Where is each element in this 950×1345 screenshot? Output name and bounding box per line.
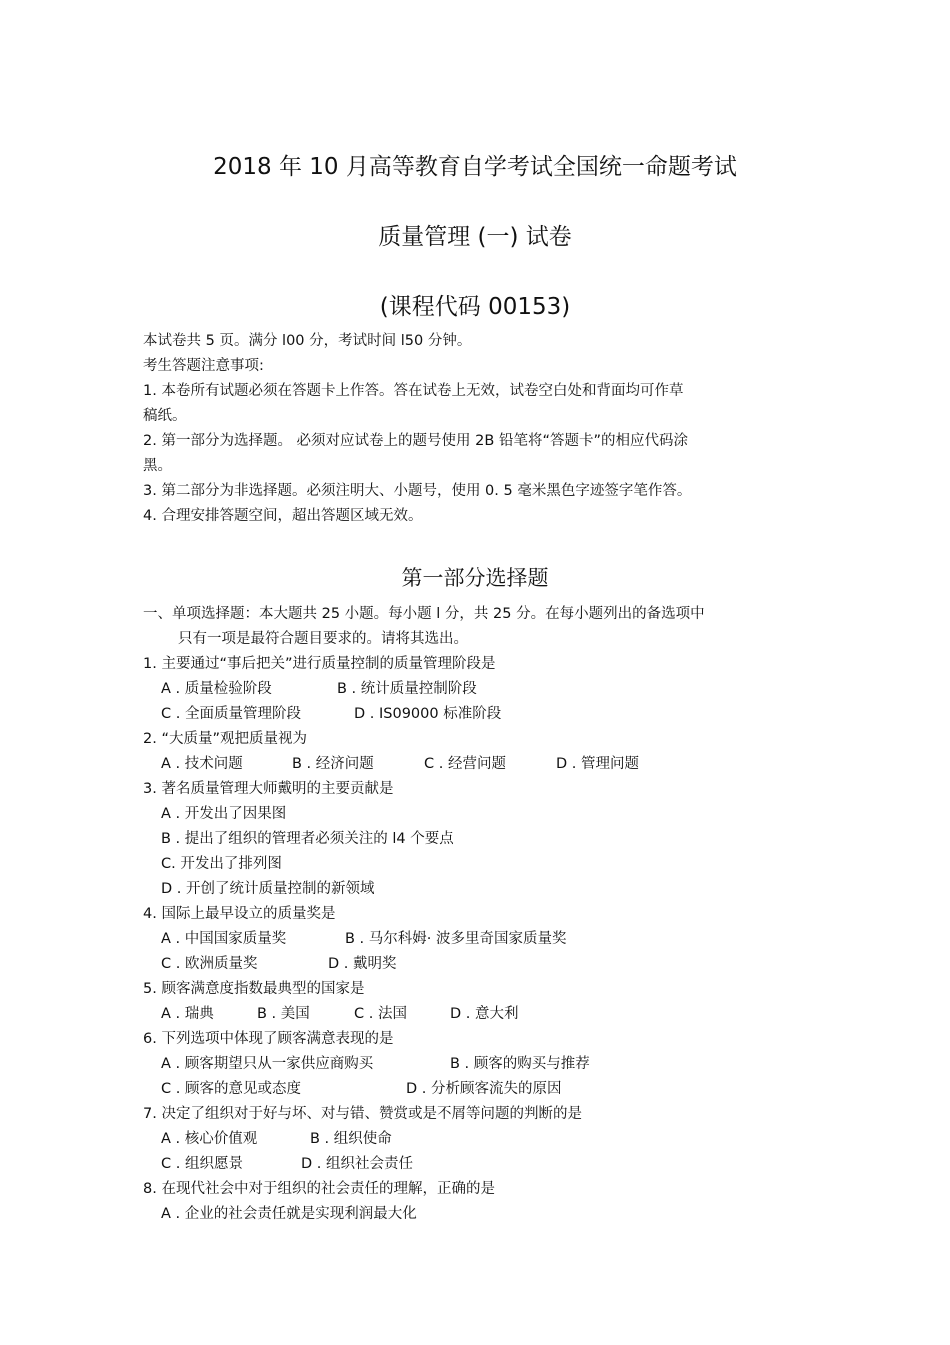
option-a: A . 技术问题 bbox=[161, 756, 243, 772]
question-stem: 2. “大质量”观把质量视为 bbox=[143, 731, 307, 747]
option-b: B . 统计质量控制阶段 bbox=[337, 681, 477, 697]
option-d: D . 开创了统计质量控制的新领域 bbox=[161, 881, 375, 897]
section-title: 第一部分选择题 bbox=[401, 566, 549, 590]
option-b: B . 经济问题 bbox=[292, 756, 374, 772]
question-stem: 1. 主要通过“事后把关”进行质量控制的质量管理阶段是 bbox=[143, 656, 496, 672]
option-d: D . 管理问题 bbox=[556, 756, 639, 772]
option-d: D . 戴明奖 bbox=[328, 956, 397, 972]
option-d: D . 分析顾客流失的原因 bbox=[406, 1081, 562, 1097]
option-a: A . 顾客期望只从一家供应商购买 bbox=[161, 1056, 374, 1072]
option-b: B . 美国 bbox=[257, 1006, 310, 1022]
option-b: B . 提出了组织的管理者必须关注的 l4 个要点 bbox=[161, 831, 454, 847]
option-b: B . 组织使命 bbox=[310, 1131, 392, 1147]
option-d: D . 意大利 bbox=[450, 1006, 519, 1022]
subject-title: 质量管理 (一) 试卷 bbox=[378, 224, 572, 250]
note-line: 本试卷共 5 页。满分 l00 分，考试时间 l50 分钟。 bbox=[143, 333, 472, 349]
question-stem: 4. 国际上最早设立的质量奖是 bbox=[143, 906, 336, 922]
option-a: A . 瑞典 bbox=[161, 1006, 214, 1022]
option-a: A . 质量检验阶段 bbox=[161, 681, 272, 697]
option-a: A . 企业的社会责任就是实现利润最大化 bbox=[161, 1206, 417, 1222]
note-line: 考生答题注意事项: bbox=[143, 358, 264, 374]
option-c: C. 开发出了排列图 bbox=[161, 856, 282, 872]
option-b: B . 马尔科姆· 波多里奇国家质量奖 bbox=[345, 931, 567, 947]
question-stem: 6. 下列选项中体现了顾客满意表现的是 bbox=[143, 1031, 394, 1047]
option-d: D . 组织社会责任 bbox=[301, 1156, 413, 1172]
option-a: A . 开发出了因果图 bbox=[161, 806, 287, 822]
exam-title: 2018 年 10 月高等教育自学考试全国统一命题考试 bbox=[213, 154, 737, 180]
question-stem: 5. 顾客满意度指数最典型的国家是 bbox=[143, 981, 365, 997]
course-code: (课程代码 00153) bbox=[379, 294, 571, 320]
option-c: C . 法国 bbox=[354, 1006, 407, 1022]
note-line: 1. 本卷所有试题必须在答题卡上作答。答在试卷上无效，试卷空白处和背面均可作草 bbox=[143, 383, 684, 399]
section-intro: 只有一项是最符合题目要求的。请将其选出。 bbox=[178, 631, 468, 647]
option-c: C . 全面质量管理阶段 bbox=[161, 706, 301, 722]
note-line: 2. 第一部分为选择题。 必须对应试卷上的题号使用 2B 铅笔将“答题卡”的相应代码涂 bbox=[143, 433, 688, 449]
question-stem: 8. 在现代社会中对于组织的社会责任的理解，正确的是 bbox=[143, 1181, 495, 1197]
note-line: 3. 第二部分为非选择题。必须注明大、小题号，使用 0. 5 毫米黑色字迹签字笔作答。 bbox=[143, 483, 692, 499]
option-a: A . 中国国家质量奖 bbox=[161, 931, 287, 947]
option-d: D . IS09000 标准阶段 bbox=[354, 706, 502, 722]
question-stem: 7. 决定了组织对于好与坏、对与错、赞赏或是不屑等问题的判断的是 bbox=[143, 1106, 582, 1122]
option-c: C . 经营问题 bbox=[424, 756, 506, 772]
option-a: A . 核心价值观 bbox=[161, 1131, 258, 1147]
option-c: C . 组织愿景 bbox=[161, 1156, 243, 1172]
note-line: 4. 合理安排答题空间，超出答题区域无效。 bbox=[143, 508, 423, 524]
note-line: 稿纸。 bbox=[143, 408, 187, 424]
note-line: 黑。 bbox=[143, 458, 172, 474]
option-b: B . 顾客的购买与推荐 bbox=[450, 1056, 590, 1072]
question-stem: 3. 著名质量管理大师戴明的主要贡献是 bbox=[143, 781, 394, 797]
option-c: C . 顾客的意见或态度 bbox=[161, 1081, 301, 1097]
section-intro: 一、单项选择题：本大题共 25 小题。每小题 l 分，共 25 分。在每小题列出的备选项中 bbox=[143, 606, 705, 622]
option-c: C . 欧洲质量奖 bbox=[161, 956, 258, 972]
